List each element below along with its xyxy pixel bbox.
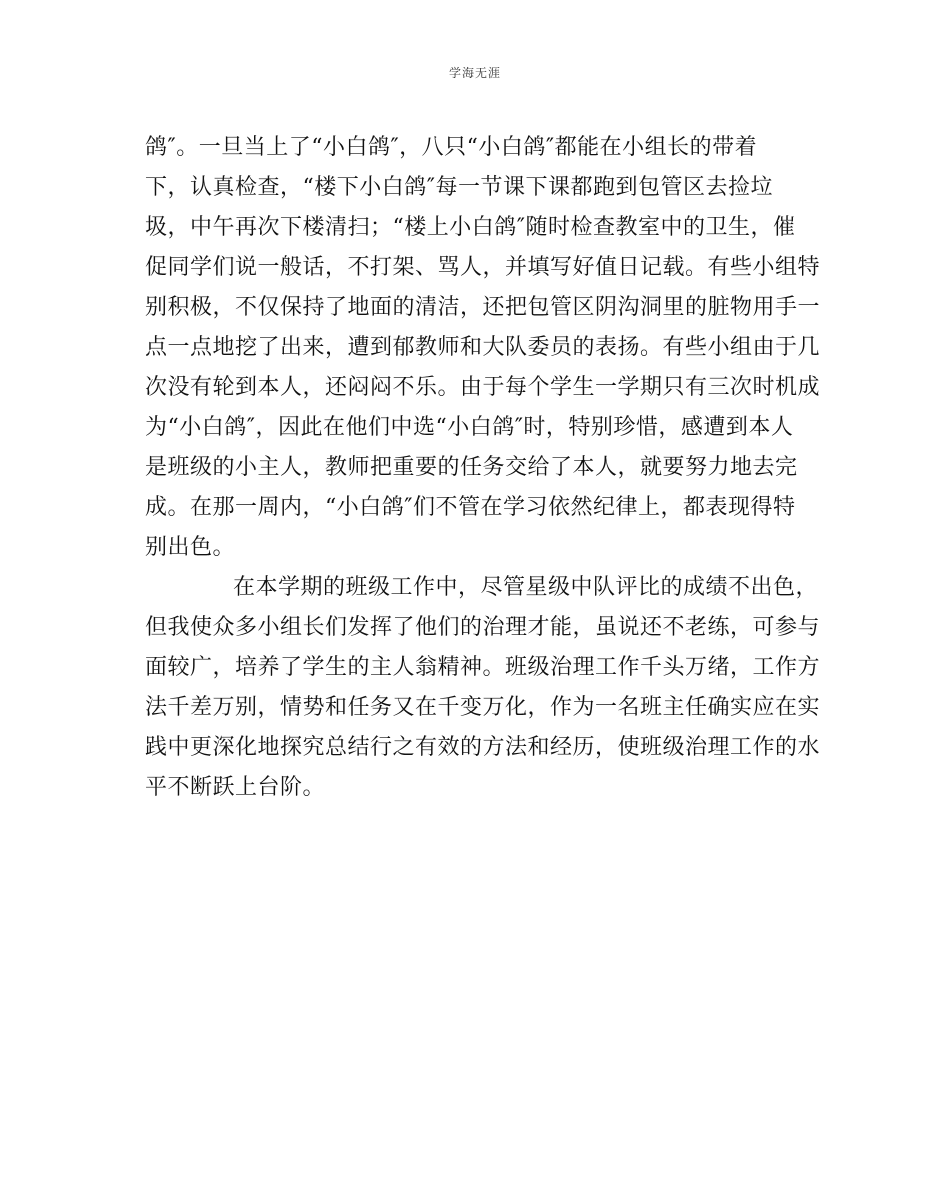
paragraph-line: 是班级的小主人，教师把重要的任务交给了本人，就要努力地去完: [145, 455, 798, 480]
paragraph-line: 次没有轮到本人，还闷闷不乐。由于每个学生一学期只有三次时机成: [145, 375, 821, 400]
paragraph-line: 在本学期的班级工作中，尽管星级中队评比的成绩不出色，: [233, 575, 819, 600]
paragraph-line: 平不断跃上台阶。: [145, 775, 326, 800]
paragraph-line: 面较广，培养了学生的主人翁精神。班级治理工作千头万绪，工作方: [145, 655, 821, 680]
page-header: 学海无涯: [448, 66, 501, 80]
paragraph-line: 法千差万别，情势和任务又在千变万化，作为一名班主任确实应在实: [145, 695, 821, 720]
document-body: [145, 128, 821, 808]
paragraph-2: [145, 568, 821, 808]
paragraph-line: 践中更深化地探究总结行之有效的方法和经历，使班级治理工作的水: [145, 735, 821, 760]
paragraph-line: 别出色。: [145, 535, 236, 560]
paragraph-line: 但我使众多小组长们发挥了他们的治理才能，虽说还不老练，可参与: [145, 615, 821, 640]
paragraph-line: 促同学们说一般话，不打架、骂人，并填写好值日记载。有些小组特: [145, 255, 821, 280]
paragraph-line: 鸽″。一旦当上了“小白鸽″，八只“小白鸽″都能在小组长的带着: [145, 135, 758, 160]
paragraph-line: 别积极，不仅保持了地面的清洁，还把包管区阴沟洞里的脏物用手一: [145, 295, 821, 320]
paragraph-1: [145, 128, 821, 568]
paragraph-line: 成。在那一周内，“小白鸽″们不管在学习依然纪律上，都表现得特: [145, 495, 796, 520]
paragraph-line: 点一点地挖了出来，遭到郁教师和大队委员的表扬。有些小组由于几: [145, 335, 821, 360]
paragraph-line: 下，认真检查，“楼下小白鸽″每一节课下课都跑到包管区去捡垃: [145, 175, 773, 200]
paragraph-line: 为“小白鸽″，因此在他们中选“小白鸽″时，特别珍惜，感遭到本人: [145, 415, 794, 440]
paragraph-line: 圾，中午再次下楼清扫；“楼上小白鸽″随时检查教室中的卫生，催: [145, 215, 796, 240]
